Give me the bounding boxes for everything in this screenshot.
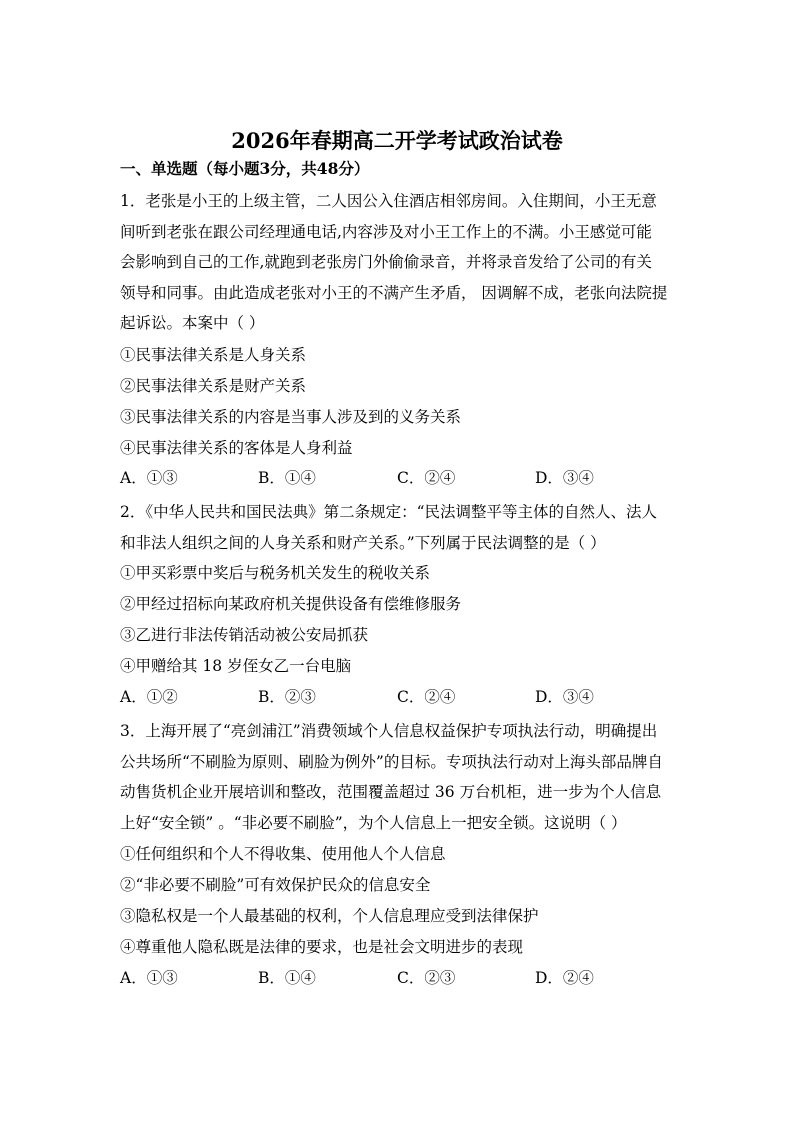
question-3-line: 3．上海开展了“亮剑浦江”消费领域个人信息权益保护专项执法行动，明确提出 bbox=[120, 722, 658, 740]
question-1-line: 领导和同事。由此造成老张对小王的不满产生矛盾， 因调解不成，老张向法院提 bbox=[120, 283, 668, 302]
question-3-line: 动售货机企业开展培训和整改，范围覆盖超过 36 万台机柜，进一步为个人信息 bbox=[120, 783, 662, 801]
question-2-line: 2．《中华人民共和国民法典》第二条规定：“民法调整平等主体的自然人、法人 bbox=[120, 503, 658, 521]
question-1-line: 起诉讼。本案中（ ） bbox=[120, 314, 265, 332]
question-2-stem bbox=[120, 497, 678, 558]
question-2-option: ③乙进行非法传销活动被公安局抓获 bbox=[120, 626, 369, 644]
question-3-choices bbox=[120, 967, 680, 989]
question-2-line: 和非法人组织之间的人身关系和财产关系。”下列属于民法调整的是（ ） bbox=[120, 533, 606, 552]
choice-b: B．②③ bbox=[258, 688, 316, 706]
choice-a: A．①③ bbox=[120, 969, 178, 987]
question-2-option: ②甲经过招标向某政府机关提供设备有偿维修服务 bbox=[120, 595, 462, 613]
question-3-line: 上好“安全锁” 。“非必要不刷脸”，为个人信息上一把安全锁。这说明（ ） bbox=[120, 813, 627, 832]
question-2-option: ①甲买彩票中奖后与税务机关发生的税收关系 bbox=[120, 564, 431, 582]
question-3-option: ②“非必要不刷脸”可有效保护民众的信息安全 bbox=[120, 876, 431, 894]
question-2-choices bbox=[120, 686, 680, 708]
choice-d: D．③④ bbox=[535, 688, 594, 706]
choice-a: A．①② bbox=[120, 688, 178, 706]
question-1-option: ②民事法律关系是财产关系 bbox=[120, 377, 307, 395]
question-1-option: ④民事法律关系的客体是人身利益 bbox=[120, 439, 353, 457]
question-1-choices bbox=[120, 467, 680, 489]
question-3-option: ③隐私权是一个人最基础的权利，个人信息理应受到法律保护 bbox=[120, 907, 539, 925]
question-1-option: ①民事法律关系是人身关系 bbox=[120, 346, 307, 364]
question-1-stem bbox=[120, 186, 678, 339]
choice-c: C．②③ bbox=[397, 969, 456, 987]
choice-b: B．①④ bbox=[258, 969, 316, 987]
question-1-line: 1．老张是小王的上级主管，二人因公入住酒店相邻房间。入住期间，小王无意 bbox=[120, 192, 657, 210]
question-3-stem bbox=[120, 716, 678, 838]
question-3-line: 公共场所“不刷脸为原则、刷脸为例外”的目标。专项执法行动对上海头部品牌自 bbox=[120, 752, 663, 771]
choice-a: A．①③ bbox=[120, 469, 178, 487]
question-1-option: ③民事法律关系的内容是当事人涉及到的义务关系 bbox=[120, 408, 462, 426]
choice-c: C．②④ bbox=[397, 469, 456, 487]
question-3-option: ①任何组织和个人不得收集、使用他人个人信息 bbox=[120, 845, 446, 863]
question-1-line: 间听到老张在跟公司经理通电话,内容涉及对小王工作上的不满。小王感觉可能 bbox=[120, 222, 652, 241]
choice-d: D．③④ bbox=[535, 469, 594, 487]
question-2-option: ④甲赠给其 18 岁侄女乙一台电脑 bbox=[120, 657, 352, 675]
question-3-option: ④尊重他人隐私既是法律的要求，也是社会文明进步的表现 bbox=[120, 938, 524, 956]
section-heading: 一、单选题（每小题3分，共48分） bbox=[120, 159, 370, 178]
choice-d: D．②④ bbox=[535, 969, 594, 987]
choice-b: B．①④ bbox=[258, 469, 316, 487]
question-1-line: 会影响到自己的工作,就跑到老张房门外偷偷录音，并将录音发给了公司的有关 bbox=[120, 253, 652, 271]
choice-c: C．②④ bbox=[397, 688, 456, 706]
page-title: 2026年春期高二开学考试政治试卷 bbox=[231, 128, 563, 153]
